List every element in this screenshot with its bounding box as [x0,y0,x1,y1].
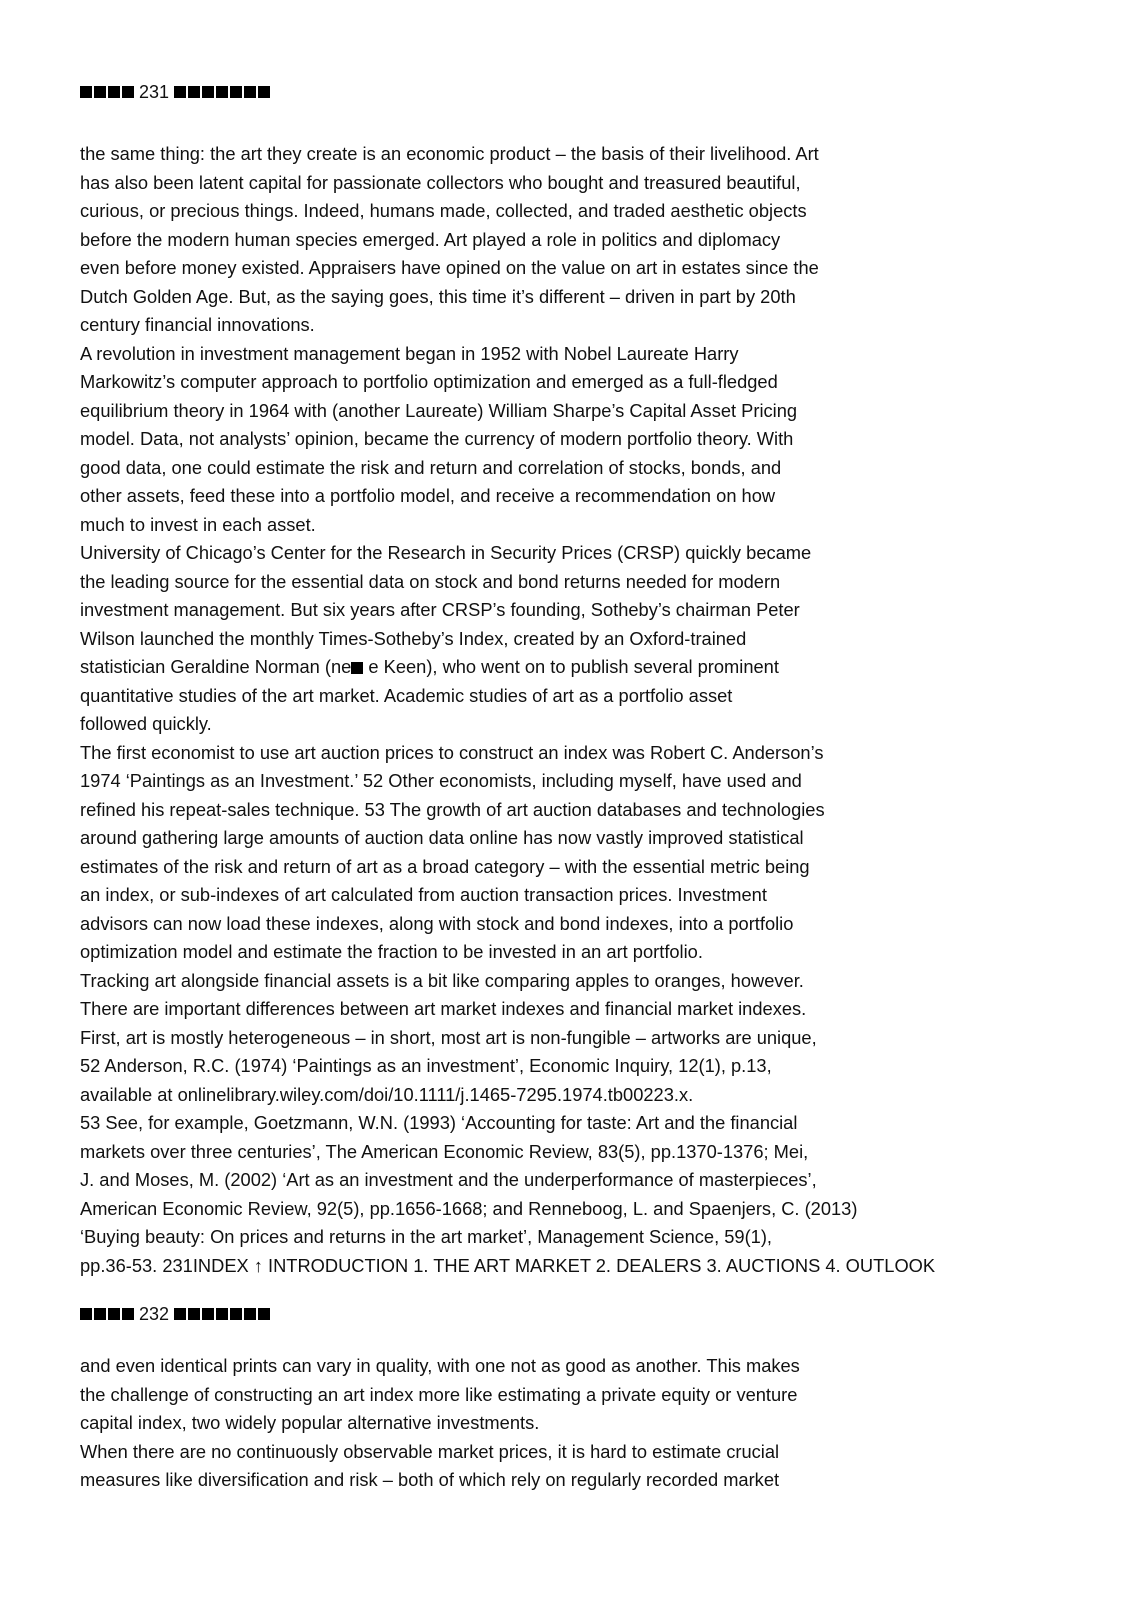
text-line: the leading source for the essential data on stock and bond returns needed for modern [80,570,781,592]
text-line: The first economist to use art auction prices to construct an index was Robert C. Anderson’s [80,741,824,763]
text-line: When there are no continuously observable market prices, it is hard to estimate crucial [80,1440,780,1462]
text-line: model. Data, not analysts’ opinion, became the currency of modern portfolio theory. With [80,428,794,449]
text-line: good data, one could estimate the risk and return and correlation of stocks, bonds, and [80,456,782,478]
redaction-blocks-right [174,86,270,98]
text-line: an index, or sub-indexes of art calculated from auction transaction prices. Investment [80,884,767,905]
footnote-line: ‘Buying beauty: On prices and returns in the art market’, Management Science, 59(1), [80,1226,772,1247]
text-line: the same thing: the art they create is an economic product – the basis of their livelihood. Art [80,143,819,164]
text-line: followed quickly. [80,713,212,734]
text-line: Tracking art alongside financial assets is a bit like comparing apples to oranges, however. [80,969,804,991]
footnote-line: American Economic Review, 92(5), pp.1656-1668; and Renneboog, L. and Spaenjers, C. (2013) [80,1197,858,1219]
text-line: refined his repeat-sales technique. 53 The growth of art auction databases and technologies [80,798,825,820]
text-line: capital index, two widely popular alternative investments. [80,1412,540,1433]
text-line: A revolution in investment management began in 1952 with Nobel Laureate Harry [80,342,739,364]
text-line: First, art is mostly heterogeneous – in short, most art is non-fungible – artworks are unique, [80,1026,817,1048]
text-line: the challenge of constructing an art index more like estimating a private equity or venture [80,1383,798,1405]
text-line: advisors can now load these indexes, along with stock and bond indexes, into a portfolio [80,912,794,934]
text-line: optimization model and estimate the fraction to be invested in an art portfolio. [80,941,703,962]
text-line: other assets, feed these into a portfolio model, and receive a recommendation on how [80,485,776,506]
text-line: Dutch Golden Age. But, as the saying goes, this time it’s different – driven in part by 20th [80,285,796,307]
text-line: around gathering large amounts of auction data online has now vastly improved statistical [80,827,804,848]
redaction-blocks-left [80,86,134,98]
text-line: Wilson launched the monthly Times-Sotheby’s Index, created by an Oxford-trained [80,627,747,649]
text-line: investment management. But six years after CRSP’s founding, Sotheby’s chairman Peter [80,599,800,620]
missing-glyph-block [351,662,363,674]
page-header-232 [80,1302,1090,1326]
footnote-line: J. and Moses, M. (2002) ‘Art as an investment and the underperformance of masterpieces’, [80,1169,817,1190]
text-line: equilibrium theory in 1964 with (another Laureate) William Sharpe’s Capital Asset Pricing [80,399,798,421]
document-page [80,80,1090,1495]
text-line: before the modern human species emerged. Art played a role in politics and diplomacy [80,228,781,250]
text-line: and even identical prints can vary in quality, with one not as good as another. This makes [80,1355,800,1376]
page-number: 231 [139,82,170,102]
text-line-with-glyph [80,653,1090,682]
page-header-231 [80,80,1090,104]
text-line: 1974 ‘Paintings as an Investment.’ 52 Other economists, including myself, have used and [80,770,802,791]
page-number: 232 [139,1304,170,1324]
footnote-line: markets over three centuries’, The American Economic Review, 83(5), pp.1370-1376; Mei, [80,1140,809,1162]
text-line: much to invest in each asset. [80,513,316,535]
footnote-line: 53 See, for example, Goetzmann, W.N. (1993) ‘Accounting for taste: Art and the financial [80,1112,798,1133]
footnote-line: 52 Anderson, R.C. (1974) ‘Paintings as an investment’, Economic Inquiry, 12(1), p.13, [80,1055,772,1076]
text-line: century financial innovations. [80,314,315,335]
text-segment: statistician Geraldine Norman (ne [80,656,352,677]
text-line: measures like diversification and risk – both of which rely on regularly recorded market [80,1469,780,1490]
text-line: quantitative studies of the art market. Academic studies of art as a portfolio asset [80,684,733,706]
page-232-body [80,1352,1090,1495]
text-line: Markowitz’s computer approach to portfolio optimization and emerged as a full-fledged [80,371,778,392]
text-line: estimates of the risk and return of art as a broad category – with the essential metric being [80,855,810,877]
text-line: has also been latent capital for passionate collectors who bought and treasured beautiful, [80,171,801,193]
redaction-blocks-right [174,1308,270,1320]
footnote-line: available at onlinelibrary.wiley.com/doi/10.1111/j.1465-7295.1974.tb00223.x. [80,1083,694,1105]
footer-nav-line: pp.36-53. 231INDEX ↑ INTRODUCTION 1. THE ART MARKET 2. DEALERS 3. AUCTIONS 4. OUTLOOK [80,1254,936,1276]
text-line: University of Chicago’s Center for the Research in Security Prices (CRSP) quickly became [80,542,812,563]
text-line: There are important differences between art market indexes and financial market indexes. [80,998,807,1019]
text-line: curious, or precious things. Indeed, humans made, collected, and traded aesthetic objects [80,200,807,221]
page-231-body [80,140,1090,1280]
redaction-blocks-left [80,1308,134,1320]
text-segment: e Keen), who went on to publish several prominent [363,656,779,677]
text-line: even before money existed. Appraisers have opined on the value on art in estates since the [80,257,819,278]
